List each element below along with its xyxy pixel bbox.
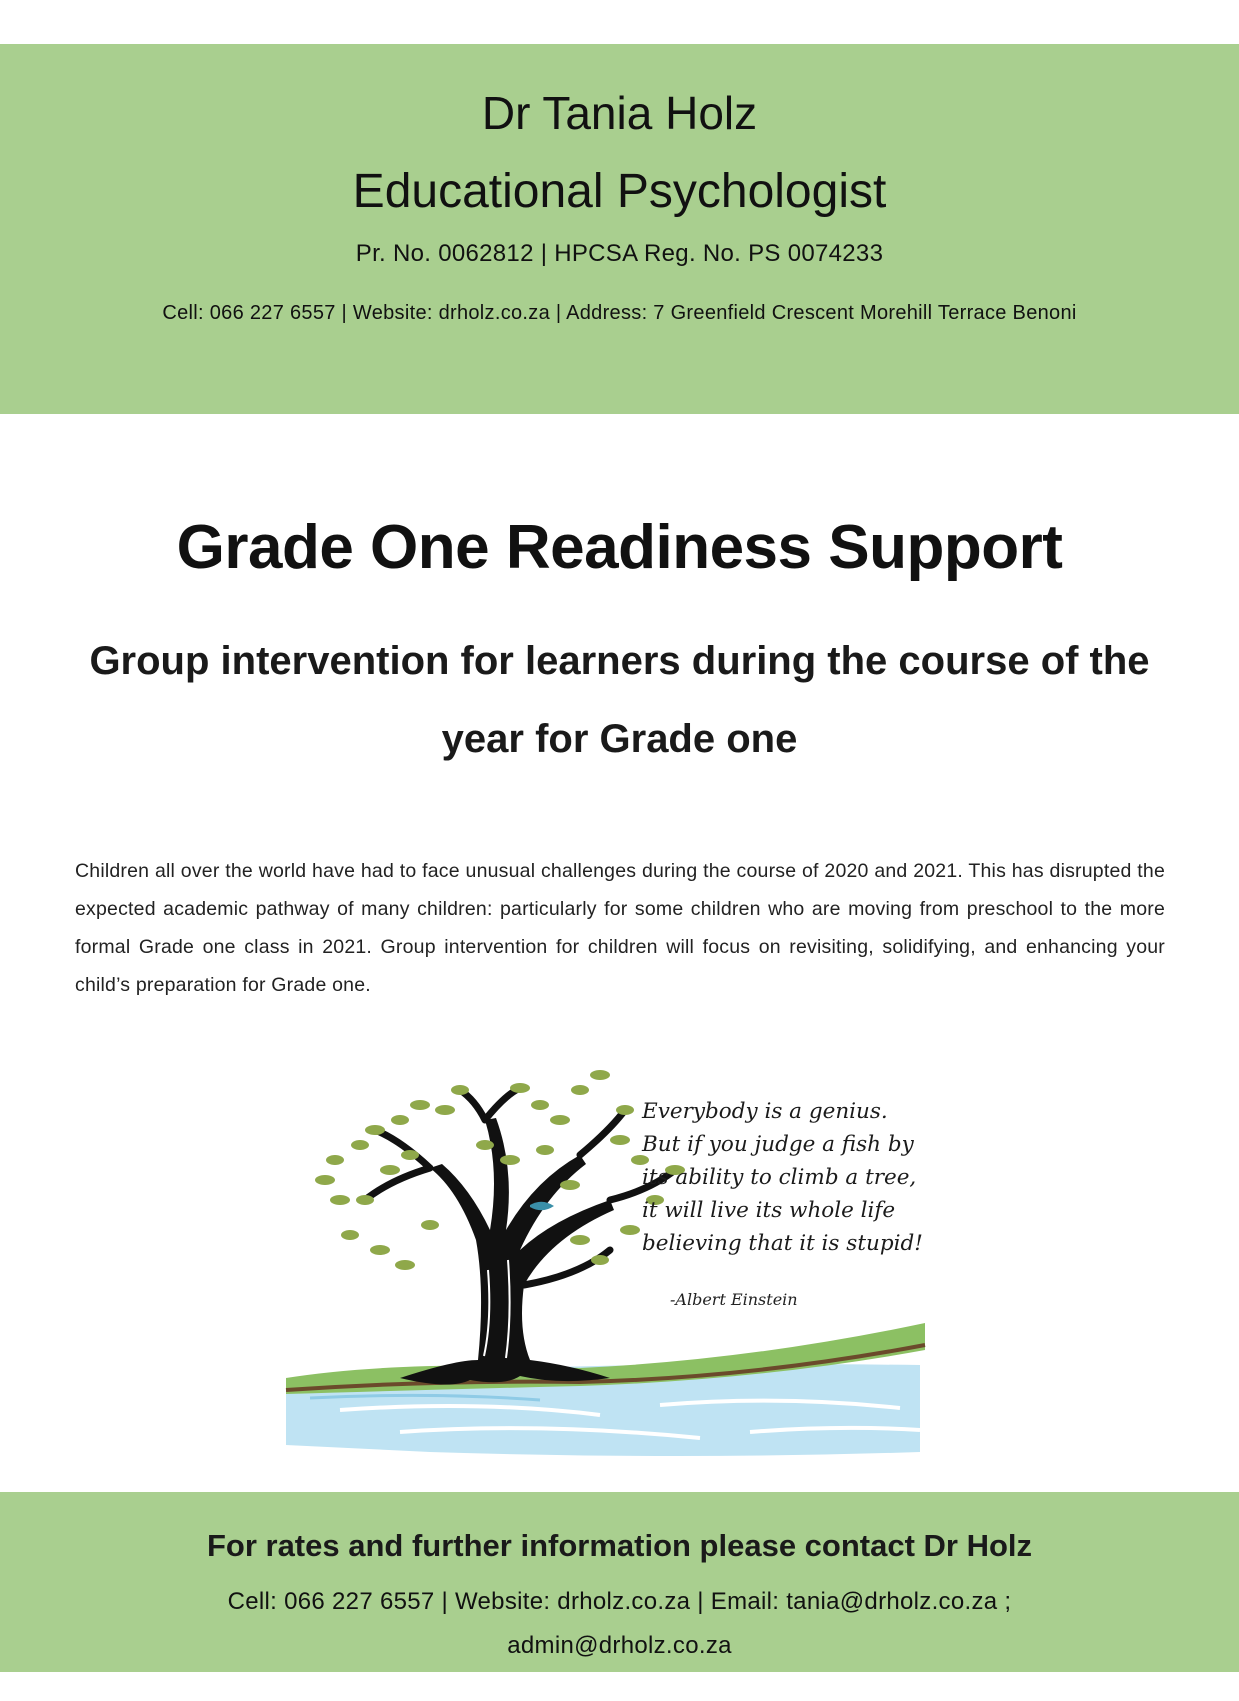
header-contact-line: Cell: 066 227 6557 | Website: drholz.co.za | Address: 7 Greenfield Crescent Morehill Terrace Benoni (162, 302, 1077, 324)
psychologist-name: Dr Tania Holz (481, 87, 758, 139)
quote-line: But if you judge a fish by (642, 1132, 914, 1157)
quote-line: believing that it is stupid! (642, 1231, 923, 1256)
quote-line: it will live its whole life (642, 1198, 896, 1223)
footer-band (0, 1492, 1239, 1672)
footer-heading: For rates and further information please contact Dr Holz (206, 1528, 1033, 1563)
body-paragraph: Children all over the world have had to face unusual challenges during the course of 2020 and 2021. This has disrupted the expected academic pathway of many children: particularly for some children who are moving from preschool to the more formal Grade one class in 2021. Group intervention for children will focus on revisiting, solidifying, and enhancing your child’s preparation for Grade one. (75, 860, 1165, 996)
quote-line: Everybody is a genius. (642, 1099, 888, 1124)
footer-contact-line: Cell: 066 227 6557 | Website: drholz.co.za | Email: tania@drholz.co.za ; (227, 1588, 1012, 1615)
page-title: Grade One Readiness Support (176, 513, 1063, 582)
page-subtitle: Group intervention for learners during the course of the year for Grade one (89, 639, 1150, 761)
profession-title: Educational Psychologist (352, 165, 887, 218)
quote-line: its ability to climb a tree, (642, 1165, 917, 1190)
header-band (0, 44, 1239, 414)
tree-icon (315, 1070, 685, 1385)
registration-numbers: Pr. No. 0062812 | HPCSA Reg. No. PS 0074233 (355, 240, 884, 267)
footer-admin-email: admin@drholz.co.za (507, 1632, 732, 1659)
einstein-quote (642, 1095, 942, 1260)
quote-author: -Albert Einstein (670, 1290, 798, 1309)
